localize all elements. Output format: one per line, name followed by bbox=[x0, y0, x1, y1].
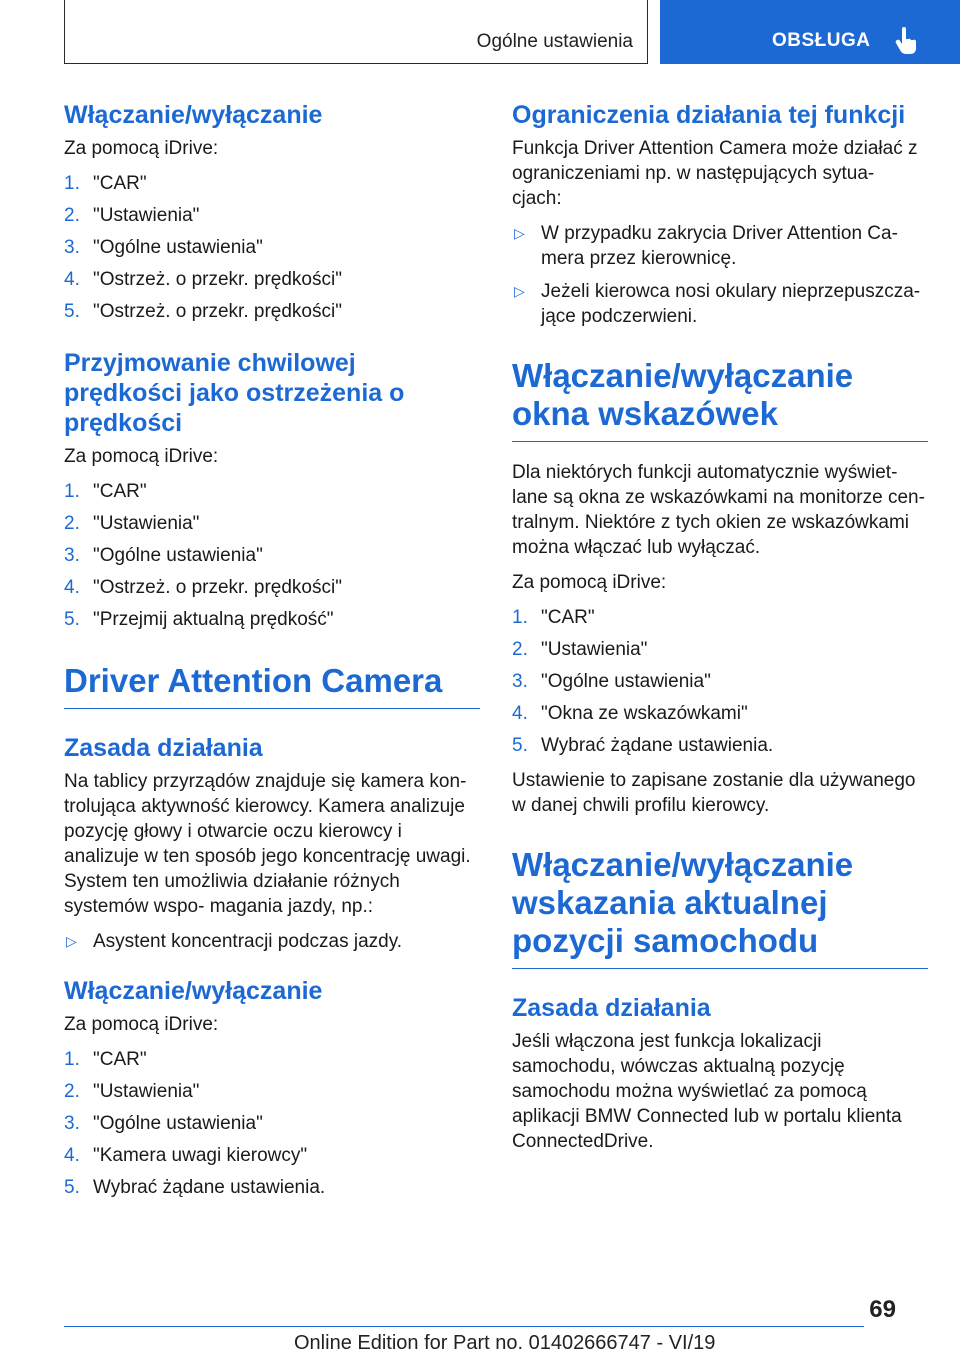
footer-divider bbox=[64, 1326, 864, 1327]
tab-label: OBSŁUGA bbox=[772, 30, 871, 51]
bullet-list bbox=[64, 929, 480, 954]
steps-list bbox=[64, 479, 480, 632]
footer-edition: Online Edition for Part no. 01402666747 - VI/19 bbox=[294, 1332, 716, 1354]
intro-text: Za pomocą iDrive: bbox=[64, 446, 219, 467]
section-title: Ogólne ustawienia bbox=[476, 31, 633, 52]
bullet-list bbox=[512, 221, 928, 329]
heading-okna-wskazowek: Włączanie/wyłączanie okna wskazówek bbox=[512, 357, 928, 442]
intro-text: Za pomocą iDrive: bbox=[64, 138, 219, 159]
triangle-bullet-icon: ▷ bbox=[514, 283, 525, 299]
heading-wlaczanie: Włączanie/wyłączanie bbox=[64, 101, 323, 129]
heading-pozycja-samochodu: Włączanie/wyłączanie wskazania aktualnej pozycji samochodu bbox=[512, 846, 928, 969]
list-item: 4. "Ostrzeż. o przekr. prędkości" bbox=[64, 269, 342, 290]
list-item: 2. "Ustawienia" bbox=[512, 639, 648, 660]
list-item: 1. "CAR" bbox=[64, 173, 147, 194]
page-number: 69 bbox=[869, 1296, 896, 1323]
list-item: 2. "Ustawienia" bbox=[64, 513, 200, 534]
steps-list bbox=[64, 1047, 480, 1200]
heading-ograniczenia: Ograniczenia działania tej funkcji bbox=[512, 101, 906, 129]
heading-wlaczanie: Włączanie/wyłączanie bbox=[64, 977, 323, 1005]
list-item: 4. "Ostrzeż. o przekr. prędkości" bbox=[64, 577, 342, 598]
list-item: 2. "Ustawienia" bbox=[64, 1081, 200, 1102]
body-text: Funkcja Driver Attention Camera może działać z ograniczeniami np. w następujących sytua- cjach: bbox=[512, 138, 918, 209]
list-item: 5. "Ostrzeż. o przekr. prędkości" bbox=[64, 301, 342, 322]
heading-przyjmowanie: Przyjmowanie chwilowej prędkości jako ostrzeżenia o prędkości bbox=[64, 349, 405, 437]
triangle-bullet-icon: ▷ bbox=[514, 225, 525, 241]
triangle-bullet-icon: ▷ bbox=[66, 933, 77, 949]
heading-zasada-dzialania: Zasada działania bbox=[64, 734, 263, 762]
intro-text: Za pomocą iDrive: bbox=[512, 572, 667, 593]
header-frame bbox=[64, 0, 648, 64]
list-item: ▷ Jeżeli kierowca nosi okulary nieprzepuszcza- jące podczerwieni. bbox=[514, 281, 921, 327]
left-column bbox=[64, 100, 480, 1210]
list-item: ▷ W przypadku zakrycia Driver Attention Ca- mera przez kierownicę. bbox=[514, 223, 898, 269]
list-item: 2. "Ustawienia" bbox=[64, 205, 200, 226]
pointing-hand-icon bbox=[895, 27, 919, 55]
list-item: ▷ Asystent koncentracji podczas jazdy. bbox=[66, 931, 403, 952]
list-item: 1. "CAR" bbox=[512, 607, 595, 628]
list-item: 3. "Ogólne ustawienia" bbox=[64, 1113, 263, 1134]
note-text: Ustawienie to zapisane zostanie dla używanego w danej chwili profilu kierowcy. bbox=[512, 770, 916, 816]
list-item: 5. Wybrać żądane ustawienia. bbox=[512, 735, 774, 756]
intro-text: Za pomocą iDrive: bbox=[64, 1014, 219, 1035]
right-column bbox=[512, 100, 928, 1164]
body-text: Dla niektórych funkcji automatycznie wyświet- lane są okna ze wskazówkami na monitorze cen- tralnym. Niektóre z tych okien ze wskazówkami można włączać lub wyłączać. bbox=[512, 462, 925, 558]
heading-zasada-dzialania: Zasada działania bbox=[512, 994, 711, 1022]
list-item: 5. "Przejmij aktualną prędkość" bbox=[64, 609, 334, 630]
list-item: 4. "Kamera uwagi kierowcy" bbox=[64, 1145, 308, 1166]
steps-list bbox=[512, 605, 928, 758]
steps-list bbox=[64, 171, 480, 324]
heading-driver-attention-camera: Driver Attention Camera bbox=[64, 662, 480, 709]
list-item: 5. Wybrać żądane ustawienia. bbox=[64, 1177, 326, 1198]
list-item: 1. "CAR" bbox=[64, 481, 147, 502]
list-item: 3. "Ogólne ustawienia" bbox=[64, 545, 263, 566]
list-item: 1. "CAR" bbox=[64, 1049, 147, 1070]
list-item: 4. "Okna ze wskazówkami" bbox=[512, 703, 748, 724]
body-text: Jeśli włączona jest funkcja lokalizacji samochodu, wówczas aktualną pozycję samochodu można wyświetlać za pomocą aplikacji BMW Connected lub w portalu klienta ConnectedDrive. bbox=[512, 1031, 902, 1152]
body-text: Na tablicy przyrządów znajduje się kamera kon- trolująca aktywność kierowcy. Kamera analizuje pozycję głowy i otwarcie oczu kierowcy i analizuje w ten sposób jego koncentrację uwagi. System ten umożliwia działanie różnych systemów wspo- magania jazdy, np.: bbox=[64, 771, 471, 917]
list-item: 3. "Ogólne ustawienia" bbox=[512, 671, 711, 692]
list-item: 3. "Ogólne ustawienia" bbox=[64, 237, 263, 258]
